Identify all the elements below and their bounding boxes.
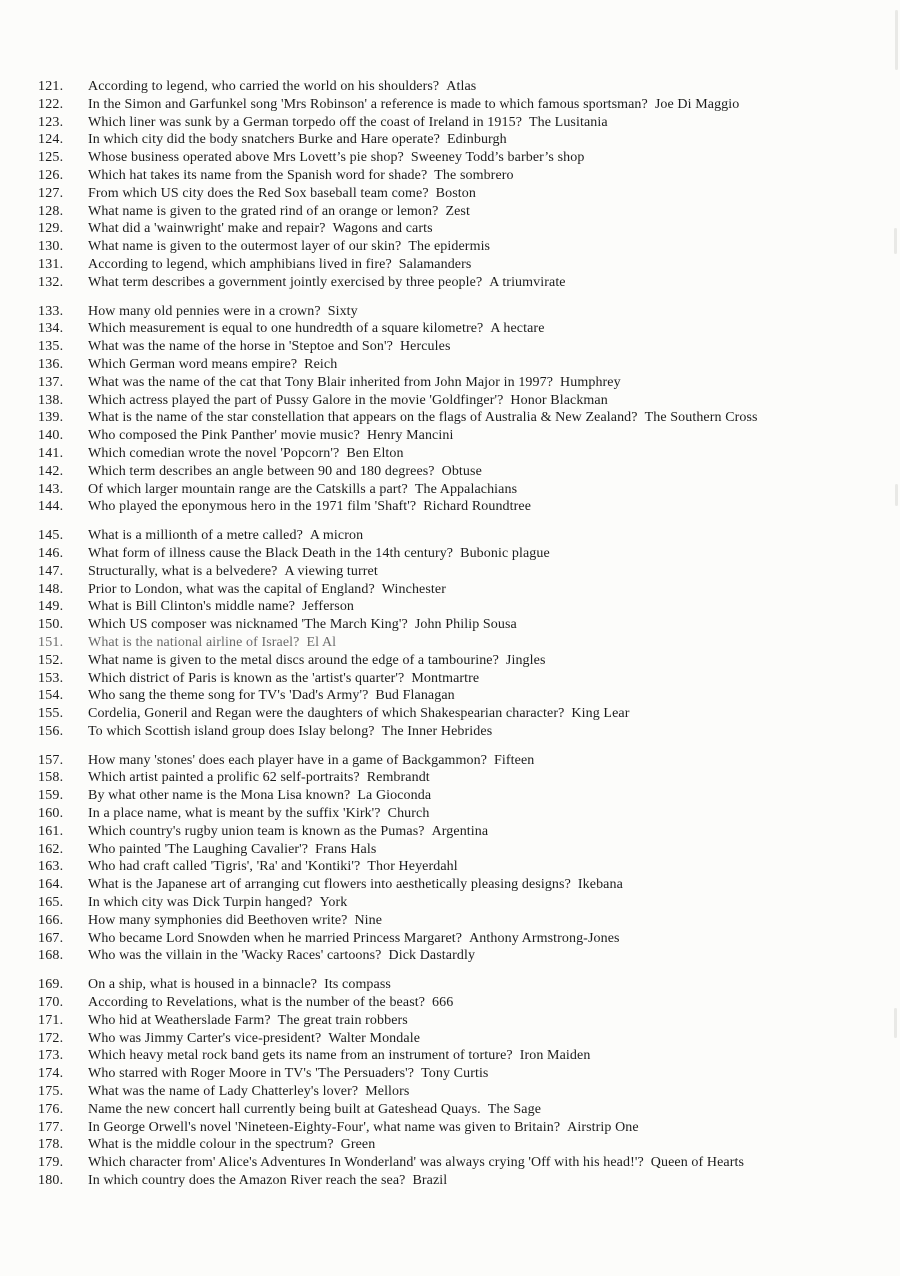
question-text: Who became Lord Snowden when he married Princess Margaret? bbox=[88, 930, 463, 946]
answer-text: The Appalachians bbox=[414, 481, 518, 497]
question-text: In George Orwell's novel 'Nineteen-Eighty-Four', what name was given to Britain? bbox=[88, 1119, 561, 1135]
question-row bbox=[0, 1101, 900, 1119]
answer-text: Humphrey bbox=[560, 374, 621, 390]
question-text: Of which larger mountain range are the Catskills a part? bbox=[88, 481, 408, 497]
question-row bbox=[0, 947, 900, 965]
question-text: Who hid at Weatherslade Farm? bbox=[88, 1012, 271, 1028]
question-text: On a ship, what is housed in a binnacle? bbox=[88, 977, 318, 993]
answer-text: A viewing turret bbox=[284, 563, 378, 579]
question-row bbox=[0, 1172, 900, 1190]
answer-text: Edinburgh bbox=[447, 132, 507, 148]
question-number: 149. bbox=[38, 599, 64, 615]
question-number: 126. bbox=[38, 167, 64, 183]
question-row bbox=[0, 149, 900, 167]
question-text: Which artist painted a prolific 62 self-portraits? bbox=[88, 770, 360, 786]
answer-text: A hectare bbox=[490, 321, 545, 337]
question-row bbox=[0, 238, 900, 256]
question-number: 131. bbox=[38, 256, 64, 272]
question-number: 169. bbox=[38, 977, 64, 993]
question-row bbox=[0, 841, 900, 859]
question-row bbox=[0, 498, 900, 516]
question-text: Which US composer was nicknamed 'The March King'? bbox=[88, 617, 408, 633]
question-number: 177. bbox=[38, 1119, 64, 1135]
question-row bbox=[0, 994, 900, 1012]
question-number: 134. bbox=[38, 321, 64, 337]
answer-text: 666 bbox=[432, 995, 454, 1011]
question-number: 132. bbox=[38, 274, 64, 290]
question-text: What is a millionth of a metre called? bbox=[88, 528, 303, 544]
question-number: 153. bbox=[38, 670, 64, 686]
question-row bbox=[0, 598, 900, 616]
question-text: What form of illness cause the Black Death in the 14th century? bbox=[88, 545, 454, 561]
question-text: Who had craft called 'Tigris', 'Ra' and 'Kontiki'? bbox=[88, 859, 361, 875]
question-text: Which comedian wrote the novel 'Popcorn'? bbox=[88, 445, 340, 461]
question-text: Whose business operated above Mrs Lovett’s pie shop? bbox=[88, 150, 404, 166]
answer-text: Ben Elton bbox=[346, 445, 404, 461]
question-row bbox=[0, 769, 900, 787]
question-number: 147. bbox=[38, 563, 64, 579]
question-row bbox=[0, 274, 900, 292]
question-text: How many symphonies did Beethoven write? bbox=[88, 912, 348, 928]
question-text: Which liner was sunk by a German torpedo off the coast of Ireland in 1915? bbox=[88, 114, 523, 130]
question-group-4 bbox=[0, 752, 900, 966]
answer-text: Frans Hals bbox=[315, 841, 377, 857]
question-row bbox=[0, 1047, 900, 1065]
answer-text: Church bbox=[387, 806, 430, 822]
question-text: Which district of Paris is known as the 'artist's quarter'? bbox=[88, 670, 405, 686]
answer-text: Nine bbox=[354, 912, 383, 928]
question-text: What term describes a government jointly exercised by three people? bbox=[88, 274, 483, 290]
question-number: 139. bbox=[38, 410, 64, 426]
question-row bbox=[0, 114, 900, 132]
question-number: 165. bbox=[38, 895, 64, 911]
question-text: What name is given to the metal discs around the edge of a tambourine? bbox=[88, 652, 499, 668]
question-number: 166. bbox=[38, 912, 64, 928]
answer-text: Tony Curtis bbox=[421, 1066, 489, 1082]
question-row bbox=[0, 912, 900, 930]
question-row bbox=[0, 1083, 900, 1101]
question-number: 135. bbox=[38, 339, 64, 355]
answer-text: Fifteen bbox=[494, 752, 535, 768]
answer-text: Queen of Hearts bbox=[650, 1155, 745, 1171]
question-number: 148. bbox=[38, 581, 64, 597]
question-number: 168. bbox=[38, 948, 64, 964]
question-text: Which actress played the part of Pussy Galore in the movie 'Goldfinger'? bbox=[88, 392, 504, 408]
question-number: 171. bbox=[38, 1012, 64, 1028]
question-row bbox=[0, 527, 900, 545]
question-row bbox=[0, 185, 900, 203]
question-text: Which country's rugby union team is known as the Pumas? bbox=[88, 823, 425, 839]
answer-text: Its compass bbox=[324, 977, 391, 993]
question-number: 140. bbox=[38, 428, 64, 444]
question-number: 150. bbox=[38, 617, 64, 633]
question-text: Cordelia, Goneril and Regan were the daughters of which Shakespearian character? bbox=[88, 706, 565, 722]
answer-text: Reich bbox=[304, 356, 338, 372]
question-number: 128. bbox=[38, 203, 64, 219]
question-row bbox=[0, 320, 900, 338]
answer-text: Iron Maiden bbox=[519, 1048, 591, 1064]
question-text: What name is given to the outermost layer of our skin? bbox=[88, 239, 402, 255]
answer-text: The great train robbers bbox=[277, 1012, 408, 1028]
question-number: 129. bbox=[38, 221, 64, 237]
question-text: Who played the eponymous hero in the 1971 film 'Shaft'? bbox=[88, 499, 417, 515]
answer-text: A micron bbox=[309, 528, 364, 544]
answer-text: Brazil bbox=[412, 1173, 448, 1189]
question-number: 142. bbox=[38, 463, 64, 479]
question-text: Which term describes an angle between 90 and 180 degrees? bbox=[88, 463, 435, 479]
question-text: Who starred with Roger Moore in TV's 'The Persuaders'? bbox=[88, 1066, 415, 1082]
question-number: 158. bbox=[38, 770, 64, 786]
question-group-3 bbox=[0, 527, 900, 741]
question-row bbox=[0, 723, 900, 741]
answer-text: John Philip Sousa bbox=[414, 617, 517, 633]
question-text: Which German word means empire? bbox=[88, 356, 298, 372]
answer-text: Green bbox=[340, 1137, 376, 1153]
question-text: Who composed the Pink Panther' movie music? bbox=[88, 428, 360, 444]
answer-text: Walter Mondale bbox=[328, 1030, 421, 1046]
answer-text: El Al bbox=[306, 634, 337, 650]
question-row bbox=[0, 131, 900, 149]
question-row bbox=[0, 427, 900, 445]
question-text: Structurally, what is a belvedere? bbox=[88, 563, 278, 579]
question-row bbox=[0, 167, 900, 185]
question-text: How many old pennies were in a crown? bbox=[88, 303, 321, 319]
question-number: 167. bbox=[38, 930, 64, 946]
question-number: 163. bbox=[38, 859, 64, 875]
question-number: 125. bbox=[38, 150, 64, 166]
answer-text: Hercules bbox=[399, 339, 451, 355]
question-number: 172. bbox=[38, 1030, 64, 1046]
question-number: 127. bbox=[38, 185, 64, 201]
question-row bbox=[0, 356, 900, 374]
question-text: Prior to London, what was the capital of England? bbox=[88, 581, 375, 597]
question-number: 137. bbox=[38, 374, 64, 390]
question-text: Who sang the theme song for TV's 'Dad's Army'? bbox=[88, 688, 369, 704]
question-row bbox=[0, 1136, 900, 1154]
question-row bbox=[0, 563, 900, 581]
answer-text: Sixty bbox=[327, 303, 358, 319]
question-row bbox=[0, 687, 900, 705]
question-row bbox=[0, 220, 900, 238]
question-text: According to Revelations, what is the number of the beast? bbox=[88, 995, 426, 1011]
answer-text: Jefferson bbox=[302, 599, 355, 615]
answer-text: Bud Flanagan bbox=[375, 688, 455, 704]
answer-text: Zest bbox=[445, 203, 470, 219]
question-text: What did a 'wainwright' make and repair? bbox=[88, 221, 326, 237]
question-group-2 bbox=[0, 303, 900, 517]
question-number: 122. bbox=[38, 96, 64, 112]
question-row bbox=[0, 1065, 900, 1083]
question-number: 174. bbox=[38, 1066, 64, 1082]
question-row bbox=[0, 338, 900, 356]
question-row bbox=[0, 705, 900, 723]
answer-text: Mellors bbox=[365, 1084, 410, 1100]
question-number: 173. bbox=[38, 1048, 64, 1064]
question-row bbox=[0, 976, 900, 994]
question-row bbox=[0, 752, 900, 770]
question-text: In which city did the body snatchers Burke and Hare operate? bbox=[88, 132, 440, 148]
question-number: 144. bbox=[38, 499, 64, 515]
question-row bbox=[0, 545, 900, 563]
question-row bbox=[0, 876, 900, 894]
answer-text: King Lear bbox=[571, 706, 630, 722]
question-row bbox=[0, 303, 900, 321]
answer-text: Winchester bbox=[381, 581, 446, 597]
question-row bbox=[0, 445, 900, 463]
answer-text: York bbox=[319, 895, 348, 911]
question-text: In which city was Dick Turpin hanged? bbox=[88, 895, 313, 911]
question-group-1 bbox=[0, 78, 900, 292]
question-number: 154. bbox=[38, 688, 64, 704]
answer-text: Anthony Armstrong-Jones bbox=[469, 930, 620, 946]
answer-text: The epidermis bbox=[408, 239, 491, 255]
answer-text: The Southern Cross bbox=[644, 410, 758, 426]
answer-text: La Gioconda bbox=[357, 788, 432, 804]
question-text: What is the Japanese art of arranging cut flowers into aesthetically pleasing designs? bbox=[88, 877, 571, 893]
question-number: 121. bbox=[38, 79, 64, 94]
question-text: What is the middle colour in the spectrum? bbox=[88, 1137, 334, 1153]
question-row bbox=[0, 581, 900, 599]
answer-text: Thor Heyerdahl bbox=[367, 859, 458, 875]
question-number: 130. bbox=[38, 239, 64, 255]
question-text: In the Simon and Garfunkel song 'Mrs Robinson' a reference is made to which famous sportsman? bbox=[88, 96, 648, 112]
answer-text: Bubonic plague bbox=[460, 545, 550, 561]
answer-text: Rembrandt bbox=[366, 770, 430, 786]
question-text: What was the name of Lady Chatterley's lover? bbox=[88, 1084, 359, 1100]
question-number: 156. bbox=[38, 723, 64, 739]
question-row bbox=[0, 1012, 900, 1030]
question-row bbox=[0, 1030, 900, 1048]
answer-text: Airstrip One bbox=[567, 1119, 639, 1135]
question-text: According to legend, which amphibians lived in fire? bbox=[88, 256, 392, 272]
answer-text: Boston bbox=[435, 185, 476, 201]
question-row bbox=[0, 78, 900, 96]
question-number: 179. bbox=[38, 1155, 64, 1171]
question-row bbox=[0, 392, 900, 410]
question-number: 124. bbox=[38, 132, 64, 148]
question-number: 136. bbox=[38, 356, 64, 372]
question-text: How many 'stones' does each player have in a game of Backgammon? bbox=[88, 752, 488, 768]
question-text: What was the name of the cat that Tony Blair inherited from John Major in 1997? bbox=[88, 374, 554, 390]
question-row bbox=[0, 652, 900, 670]
question-text: By what other name is the Mona Lisa known? bbox=[88, 788, 351, 804]
question-number: 141. bbox=[38, 445, 64, 461]
answer-text: Obtuse bbox=[441, 463, 482, 479]
question-text: What was the name of the horse in 'Steptoe and Son'? bbox=[88, 339, 393, 355]
question-row bbox=[0, 409, 900, 427]
question-number: 152. bbox=[38, 652, 64, 668]
question-text: Which heavy metal rock band gets its name from an instrument of torture? bbox=[88, 1048, 513, 1064]
answer-text: The Lusitania bbox=[529, 114, 608, 130]
answer-text: A triumvirate bbox=[489, 274, 566, 290]
question-row bbox=[0, 823, 900, 841]
question-text: Which hat takes its name from the Spanish word for shade? bbox=[88, 167, 428, 183]
question-number: 133. bbox=[38, 303, 64, 319]
answer-text: The sombrero bbox=[434, 167, 514, 183]
question-row bbox=[0, 670, 900, 688]
answer-text: Henry Mancini bbox=[367, 428, 454, 444]
answer-text: Montmartre bbox=[411, 670, 480, 686]
question-row bbox=[0, 787, 900, 805]
question-text: In which country does the Amazon River reach the sea? bbox=[88, 1173, 406, 1189]
answer-text: Argentina bbox=[431, 823, 489, 839]
question-row bbox=[0, 1154, 900, 1172]
question-number: 123. bbox=[38, 114, 64, 130]
answer-text: Honor Blackman bbox=[510, 392, 608, 408]
question-text: Who was the villain in the 'Wacky Races' cartoons? bbox=[88, 948, 382, 964]
answer-text: Atlas bbox=[446, 79, 477, 94]
question-text: Name the new concert hall currently being built at Gateshead Quays. bbox=[88, 1101, 481, 1117]
question-number: 164. bbox=[38, 877, 64, 893]
answer-text: The Inner Hebrides bbox=[381, 723, 493, 739]
answer-text: Ikebana bbox=[577, 877, 623, 893]
question-number: 162. bbox=[38, 841, 64, 857]
question-row bbox=[0, 634, 900, 652]
question-text: What is the name of the star constellation that appears on the flags of Australia & New Zealand? bbox=[88, 410, 638, 426]
question-number: 160. bbox=[38, 806, 64, 822]
question-text: According to legend, who carried the world on his shoulders? bbox=[88, 79, 440, 94]
answer-text: Salamanders bbox=[398, 256, 472, 272]
question-number: 138. bbox=[38, 392, 64, 408]
question-row bbox=[0, 616, 900, 634]
answer-text: The Sage bbox=[487, 1101, 542, 1117]
question-text: What is Bill Clinton's middle name? bbox=[88, 599, 296, 615]
question-list bbox=[0, 78, 900, 1201]
question-number: 155. bbox=[38, 706, 64, 722]
question-row bbox=[0, 805, 900, 823]
question-row bbox=[0, 256, 900, 274]
question-row bbox=[0, 894, 900, 912]
question-text: Which character from' Alice's Adventures In Wonderland' was always crying 'Off with his head!'? bbox=[88, 1155, 644, 1171]
question-number: 159. bbox=[38, 788, 64, 804]
question-row bbox=[0, 930, 900, 948]
question-row bbox=[0, 374, 900, 392]
question-row bbox=[0, 203, 900, 221]
answer-text: Jingles bbox=[505, 652, 546, 668]
question-number: 180. bbox=[38, 1173, 64, 1189]
question-number: 145. bbox=[38, 528, 64, 544]
answer-text: Wagons and carts bbox=[332, 221, 433, 237]
question-text: Who was Jimmy Carter's vice-president? bbox=[88, 1030, 322, 1046]
question-number: 170. bbox=[38, 995, 64, 1011]
question-text: What name is given to the grated rind of an orange or lemon? bbox=[88, 203, 439, 219]
question-row bbox=[0, 96, 900, 114]
question-row bbox=[0, 481, 900, 499]
question-number: 176. bbox=[38, 1101, 64, 1117]
question-text: In a place name, what is meant by the suffix 'Kirk'? bbox=[88, 806, 381, 822]
question-text: To which Scottish island group does Islay belong? bbox=[88, 723, 375, 739]
question-number: 157. bbox=[38, 752, 64, 768]
question-text: What is the national airline of Israel? bbox=[88, 634, 300, 650]
question-text: Who painted 'The Laughing Cavalier'? bbox=[88, 841, 309, 857]
question-row bbox=[0, 1119, 900, 1137]
answer-text: Richard Roundtree bbox=[423, 499, 532, 515]
scan-artifact bbox=[895, 10, 898, 70]
question-number: 143. bbox=[38, 481, 64, 497]
question-number: 178. bbox=[38, 1137, 64, 1153]
answer-text: Joe Di Maggio bbox=[654, 96, 740, 112]
question-row bbox=[0, 858, 900, 876]
question-group-5 bbox=[0, 976, 900, 1190]
question-number: 151. bbox=[38, 634, 64, 650]
question-text: From which US city does the Red Sox baseball team come? bbox=[88, 185, 429, 201]
question-row bbox=[0, 463, 900, 481]
answer-text: Dick Dastardly bbox=[388, 948, 476, 964]
question-text: Which measurement is equal to one hundredth of a square kilometre? bbox=[88, 321, 484, 337]
question-number: 161. bbox=[38, 823, 64, 839]
question-number: 146. bbox=[38, 545, 64, 561]
question-number: 175. bbox=[38, 1084, 64, 1100]
answer-text: Sweeney Todd’s barber’s shop bbox=[410, 150, 585, 166]
